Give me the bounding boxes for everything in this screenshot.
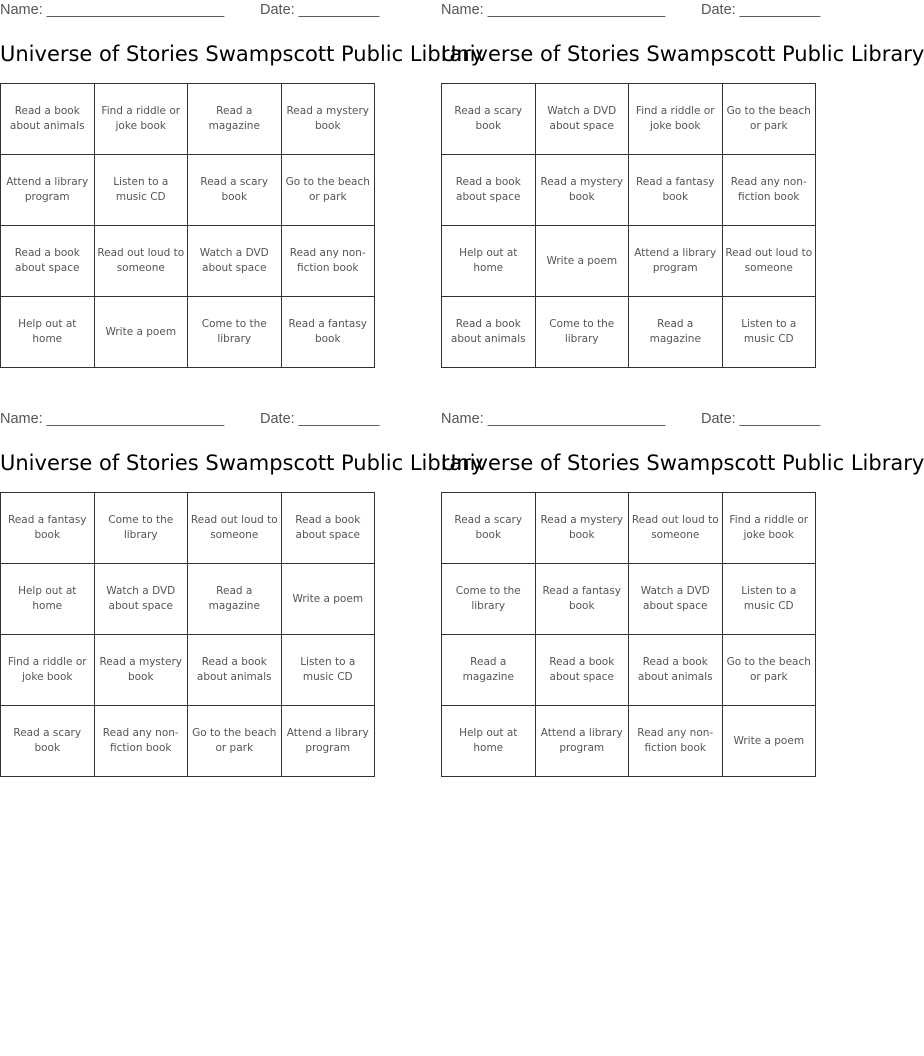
name-field[interactable]: Name: ______________________ (0, 2, 225, 18)
bingo-cell: Read a mystery book (94, 635, 188, 706)
bingo-grid (441, 83, 816, 368)
bingo-card-3 (0, 409, 484, 779)
date-field[interactable]: Date: __________ (260, 2, 380, 18)
bingo-card-1 (0, 0, 484, 370)
bingo-cell: Find a riddle or joke book (629, 84, 723, 155)
bingo-grid (0, 492, 375, 777)
grid-row (1, 155, 375, 226)
card-title: Universe of Stories Swampscott Public Library (0, 42, 484, 66)
bingo-cell: Read a book about space (1, 226, 95, 297)
bingo-cell: Read a mystery book (535, 493, 629, 564)
bingo-cell: Watch a DVD about space (535, 84, 629, 155)
bingo-cell: Write a poem (722, 706, 816, 777)
bingo-cell: Come to the library (535, 297, 629, 368)
bingo-cell: Read a fantasy book (1, 493, 95, 564)
bingo-grid (0, 83, 375, 368)
bingo-cell: Attend a library program (281, 706, 375, 777)
bingo-cell: Read a fantasy book (281, 297, 375, 368)
card-title: Universe of Stories Swampscott Public Library (441, 451, 924, 475)
bingo-cell: Read a scary book (1, 706, 95, 777)
bingo-cell: Read a book about animals (629, 635, 723, 706)
bingo-cell: Read a book about space (535, 635, 629, 706)
bingo-cell: Help out at home (1, 564, 95, 635)
bingo-cell: Listen to a music CD (94, 155, 188, 226)
name-date-line (441, 0, 821, 22)
bingo-cell: Read out loud to someone (94, 226, 188, 297)
grid-row (442, 155, 816, 226)
bingo-cell: Go to the beach or park (722, 84, 816, 155)
bingo-cell: Listen to a music CD (281, 635, 375, 706)
bingo-cell: Read a book about space (281, 493, 375, 564)
bingo-cell: Find a riddle or joke book (1, 635, 95, 706)
bingo-cell: Read a book about animals (442, 297, 536, 368)
bingo-cell: Read a book about space (442, 155, 536, 226)
bingo-cell: Read out loud to someone (629, 493, 723, 564)
bingo-cell: Watch a DVD about space (188, 226, 282, 297)
date-field[interactable]: Date: __________ (701, 2, 821, 18)
bingo-cell: Watch a DVD about space (629, 564, 723, 635)
bingo-cell: Go to the beach or park (281, 155, 375, 226)
bingo-cell: Write a poem (535, 226, 629, 297)
grid-row (1, 297, 375, 368)
grid-row (442, 84, 816, 155)
grid-row (1, 564, 375, 635)
bingo-cell: Go to the beach or park (188, 706, 282, 777)
bingo-cell: Read a magazine (188, 84, 282, 155)
bingo-cell: Read out loud to someone (722, 226, 816, 297)
bingo-cell: Help out at home (442, 706, 536, 777)
bingo-cell: Read any non-fiction book (281, 226, 375, 297)
grid-row (1, 493, 375, 564)
bingo-card-4 (441, 409, 924, 779)
bingo-cell: Read any non-fiction book (94, 706, 188, 777)
bingo-cell: Attend a library program (1, 155, 95, 226)
bingo-cell: Come to the library (188, 297, 282, 368)
bingo-cell: Come to the library (442, 564, 536, 635)
name-field[interactable]: Name: ______________________ (441, 411, 666, 427)
card-title: Universe of Stories Swampscott Public Library (0, 451, 484, 475)
name-field[interactable]: Name: ______________________ (0, 411, 225, 427)
date-field[interactable]: Date: __________ (260, 411, 380, 427)
bingo-cell: Listen to a music CD (722, 297, 816, 368)
bingo-cell: Read a scary book (442, 84, 536, 155)
bingo-cell: Read a book about animals (188, 635, 282, 706)
grid-row (1, 84, 375, 155)
bingo-cell: Read a mystery book (281, 84, 375, 155)
bingo-cell: Read a book about animals (1, 84, 95, 155)
date-field[interactable]: Date: __________ (701, 411, 821, 427)
bingo-cell: Come to the library (94, 493, 188, 564)
bingo-cell: Find a riddle or joke book (722, 493, 816, 564)
grid-row (442, 706, 816, 777)
bingo-cell: Read out loud to someone (188, 493, 282, 564)
bingo-cell: Read a mystery book (535, 155, 629, 226)
grid-row (442, 564, 816, 635)
bingo-cell: Write a poem (281, 564, 375, 635)
bingo-grid (441, 492, 816, 777)
bingo-cell: Read a magazine (629, 297, 723, 368)
card-title: Universe of Stories Swampscott Public Library (441, 42, 924, 66)
grid-row (442, 635, 816, 706)
grid-row (1, 226, 375, 297)
bingo-cell: Read a scary book (188, 155, 282, 226)
grid-row (442, 226, 816, 297)
bingo-cell: Read any non-fiction book (629, 706, 723, 777)
bingo-cell: Find a riddle or joke book (94, 84, 188, 155)
bingo-cell: Watch a DVD about space (94, 564, 188, 635)
bingo-cell: Read any non-fiction book (722, 155, 816, 226)
bingo-cell: Attend a library program (535, 706, 629, 777)
bingo-cell: Read a fantasy book (535, 564, 629, 635)
bingo-cell: Read a scary book (442, 493, 536, 564)
bingo-cell: Read a magazine (188, 564, 282, 635)
bingo-cell: Go to the beach or park (722, 635, 816, 706)
grid-row (442, 297, 816, 368)
bingo-cell: Read a fantasy book (629, 155, 723, 226)
name-date-line (0, 0, 380, 22)
bingo-cell: Write a poem (94, 297, 188, 368)
name-date-line (0, 409, 380, 431)
grid-row (442, 493, 816, 564)
bingo-cell: Read a magazine (442, 635, 536, 706)
bingo-card-2 (441, 0, 924, 370)
bingo-cell: Listen to a music CD (722, 564, 816, 635)
bingo-cell: Help out at home (442, 226, 536, 297)
name-field[interactable]: Name: ______________________ (441, 2, 666, 18)
grid-row (1, 635, 375, 706)
grid-row (1, 706, 375, 777)
name-date-line (441, 409, 821, 431)
bingo-cell: Help out at home (1, 297, 95, 368)
bingo-cell: Attend a library program (629, 226, 723, 297)
